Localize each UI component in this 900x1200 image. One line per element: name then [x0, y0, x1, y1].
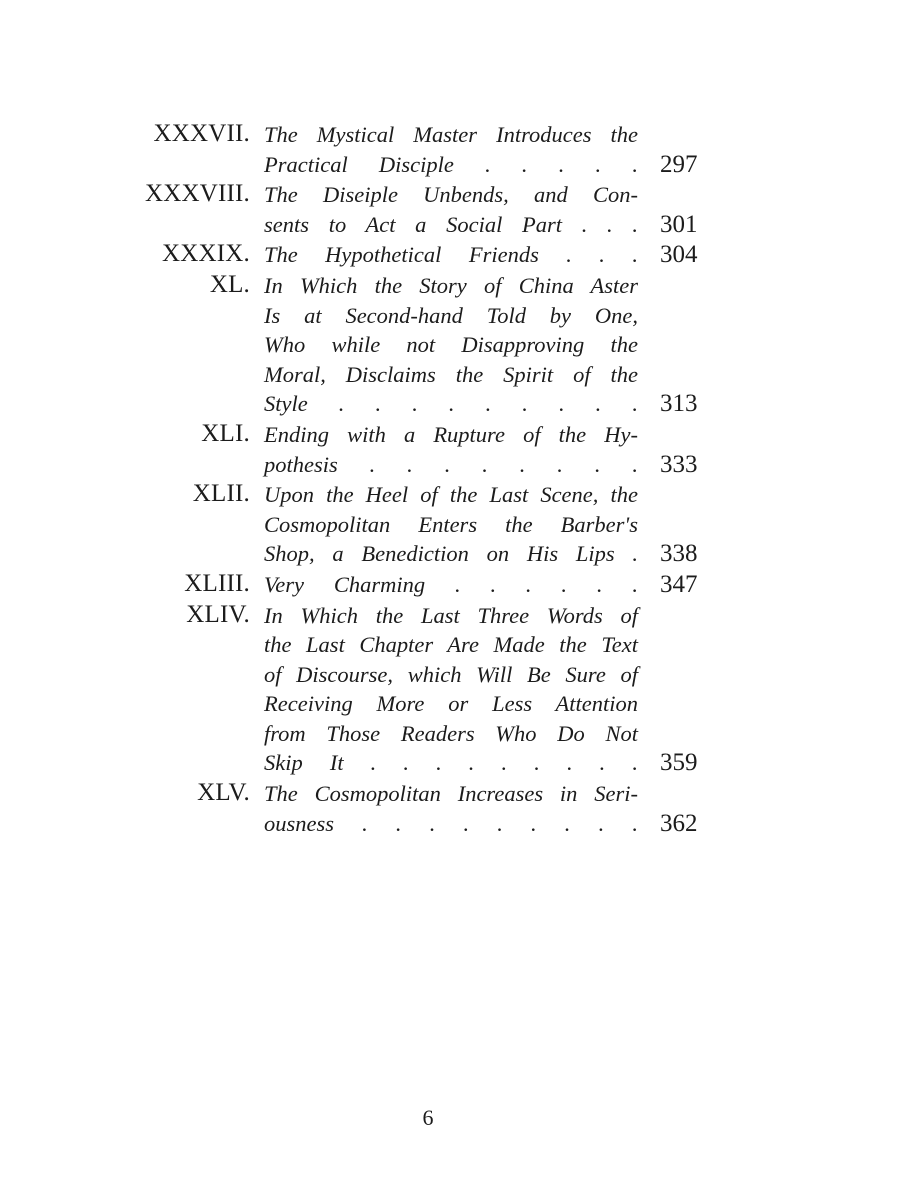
chapter-title [258, 479, 638, 569]
title-line: the Last Chapter Are Made the Text [264, 632, 638, 658]
chapter-number: XXXVII. [153, 120, 250, 147]
page-ref-value: 297 [660, 150, 698, 178]
title-line: Cosmopolitan Enters the Barber's [264, 511, 638, 537]
page-ref-value: 338 [660, 540, 698, 568]
page-ref-value: 313 [660, 390, 698, 418]
toc-entry [0, 569, 900, 600]
chapter-title [258, 179, 638, 239]
chapter-number: XLIII. [184, 569, 250, 597]
title-line: Practical Disciple . . . . . [264, 151, 638, 177]
title-line: pothesis . . . . . . . . [264, 451, 638, 477]
chapter-number: XLV. [197, 779, 250, 807]
toc-entry [0, 270, 900, 419]
chapter-number: XLI. [201, 419, 250, 447]
title-line: The Mystical Master Introduces the [264, 122, 638, 147]
page-ref [638, 270, 702, 419]
title-line: The Diseiple Unbends, and Con- [264, 182, 638, 208]
page-number: 6 [422, 1105, 434, 1130]
toc-entry [0, 239, 900, 270]
page-ref [638, 119, 702, 179]
chapter-title [258, 119, 638, 179]
title-line: Is at Second-hand Told by One, [264, 302, 638, 328]
page-ref [638, 778, 702, 838]
title-line: In Which the Last Three Words of [264, 602, 638, 628]
page-ref-value: 333 [660, 450, 698, 478]
chapter-title [258, 569, 638, 600]
chapter-number: XL. [209, 270, 250, 298]
title-line: Moral, Disclaims the Spirit of the [264, 361, 638, 387]
toc-entry [0, 778, 900, 838]
title-line: Very Charming . . . . . . [264, 571, 638, 597]
chapter-number: XLIV. [186, 600, 250, 628]
table-of-contents [0, 119, 900, 838]
title-line: Shop, a Benediction on His Lips . [264, 541, 638, 567]
page-ref [638, 600, 702, 779]
title-line: Who while not Disapproving the [264, 332, 638, 358]
page-ref [638, 419, 702, 479]
title-line: The Hypothetical Friends . . . [264, 242, 638, 268]
chapter-title [258, 270, 638, 419]
title-line: Style . . . . . . . . . [264, 391, 638, 417]
title-line: Ending with a Rupture of the Hy- [264, 421, 638, 447]
page-ref-value: 347 [660, 570, 698, 598]
toc-entry [0, 600, 900, 779]
page-ref-value: 359 [660, 749, 698, 777]
title-line: In Which the Story of China Aster [264, 272, 638, 298]
chapter-title [258, 600, 638, 779]
chapter-number: XLII. [192, 480, 250, 508]
title-line: Upon the Heel of the Last Scene, the [264, 482, 638, 508]
toc-entry [0, 119, 900, 179]
chapter-title [258, 778, 638, 838]
page-ref-value: 301 [660, 210, 698, 238]
page-ref-value: 362 [660, 809, 698, 837]
page-ref [638, 569, 702, 600]
chapter-number: XXXVIII. [144, 180, 250, 208]
page-ref [638, 239, 702, 270]
title-line: Skip It . . . . . . . . . [264, 750, 638, 776]
title-line: of Discourse, which Will Be Sure of [264, 661, 638, 687]
title-line: sents to Act a Social Part . . . [264, 211, 638, 237]
toc-entry [0, 479, 900, 569]
title-line: ousness . . . . . . . . . [264, 810, 638, 836]
title-line: The Cosmopolitan Increases in Seri- [264, 781, 638, 807]
chapter-title [258, 419, 638, 479]
chapter-number: XXXIX. [162, 240, 250, 268]
toc-entry [0, 419, 900, 479]
toc-entry [0, 179, 900, 239]
page-ref-value: 304 [660, 241, 698, 269]
title-line: from Those Readers Who Do Not [264, 720, 638, 746]
page-ref [638, 479, 702, 569]
chapter-title [258, 239, 638, 270]
title-line: Receiving More or Less Attention [264, 691, 638, 717]
page-ref [638, 179, 702, 239]
